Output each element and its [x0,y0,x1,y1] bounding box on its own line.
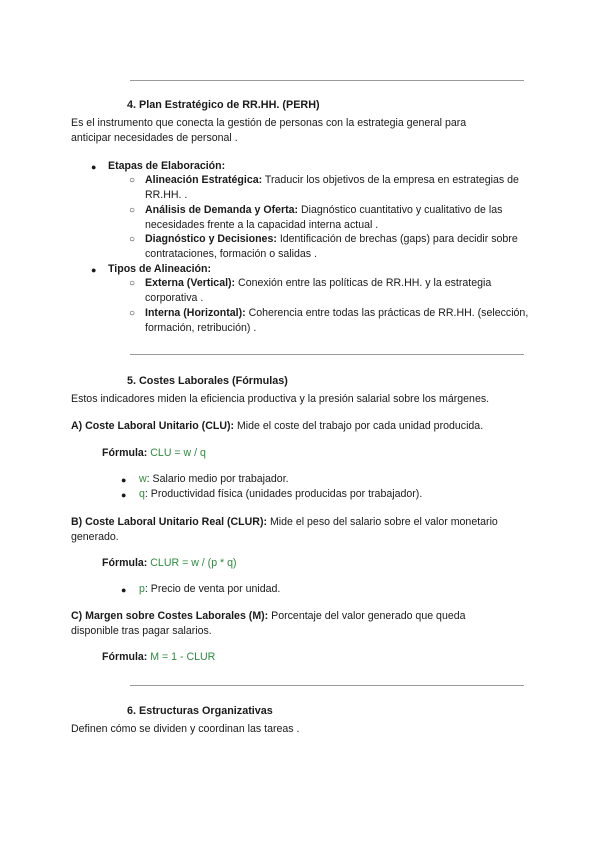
section-divider [130,685,524,686]
section-divider [130,80,524,81]
circle-bullet-icon: ○ [129,205,136,216]
circle-bullet-icon: ○ [129,234,136,245]
section-heading-estructuras: 6. Estructuras Organizativas [127,705,273,717]
variable-item: p: Precio de venta por unidad. [139,583,281,595]
etapas-title: Etapas de Elaboración: [108,160,226,172]
bullet-icon: ● [91,162,97,172]
bullet-icon: ● [121,475,127,485]
etapa-item: Análisis de Demanda y Oferta: Diagnóstico cuantitativo y cualitativo de las necesidades frente a la capacidad interna actual . [145,204,503,231]
circle-bullet-icon: ○ [129,278,136,289]
section-heading-perh: 4. Plan Estratégico de RR.HH. (PERH) [127,99,320,111]
bullet-icon: ● [91,265,97,275]
bullet-icon: ● [121,490,127,500]
clur-formula: Fórmula: CLUR = w / (p * q) [102,557,237,569]
tipos-title: Tipos de Alineación: [108,263,212,275]
tipo-item: Externa (Vertical): Conexión entre las políticas de RR.HH. y la estrategia corporativa . [145,277,492,304]
circle-bullet-icon: ○ [129,175,136,186]
tipo-item: Interna (Horizontal): Coherencia entre todas las prácticas de RR.HH. (selección, formación, retribución) . [145,307,529,334]
clur-definition: B) Coste Laboral Unitario Real (CLUR): Mide el peso del salario sobre el valor monetario generado. [71,516,498,543]
clu-formula: Fórmula: CLU = w / q [102,447,206,459]
estructuras-intro: Definen cómo se dividen y coordinan las tareas . [71,723,300,735]
circle-bullet-icon: ○ [129,308,136,319]
section-divider [130,354,524,355]
etapa-item: Diagnóstico y Decisiones: Identificación de brechas (gaps) para decidir sobre contrataciones, formación o salidas . [145,233,518,260]
costes-intro: Estos indicadores miden la eficiencia productiva y la presión salarial sobre los márgenes. [71,393,490,405]
section-heading-costes: 5. Costes Laborales (Fórmulas) [127,375,288,387]
margen-definition: C) Margen sobre Costes Laborales (M): Porcentaje del valor generado que queda disponible tras pagar salarios. [71,610,466,637]
margen-formula: Fórmula: M = 1 - CLUR [102,651,216,663]
perh-intro: Es el instrumento que conecta la gestión de personas con la estrategia general para anticipar necesidades de personal . [71,117,467,144]
variable-item: q: Productividad física (unidades producidas por trabajador). [139,488,423,500]
bullet-icon: ● [121,585,127,595]
clu-definition: A) Coste Laboral Unitario (CLU): Mide el coste del trabajo por cada unidad producida. [71,420,484,432]
etapa-item: Alineación Estratégica: Traducir los objetivos de la empresa en estrategias de RR.HH. . [145,174,519,201]
variable-item: w: Salario medio por trabajador. [139,473,289,485]
